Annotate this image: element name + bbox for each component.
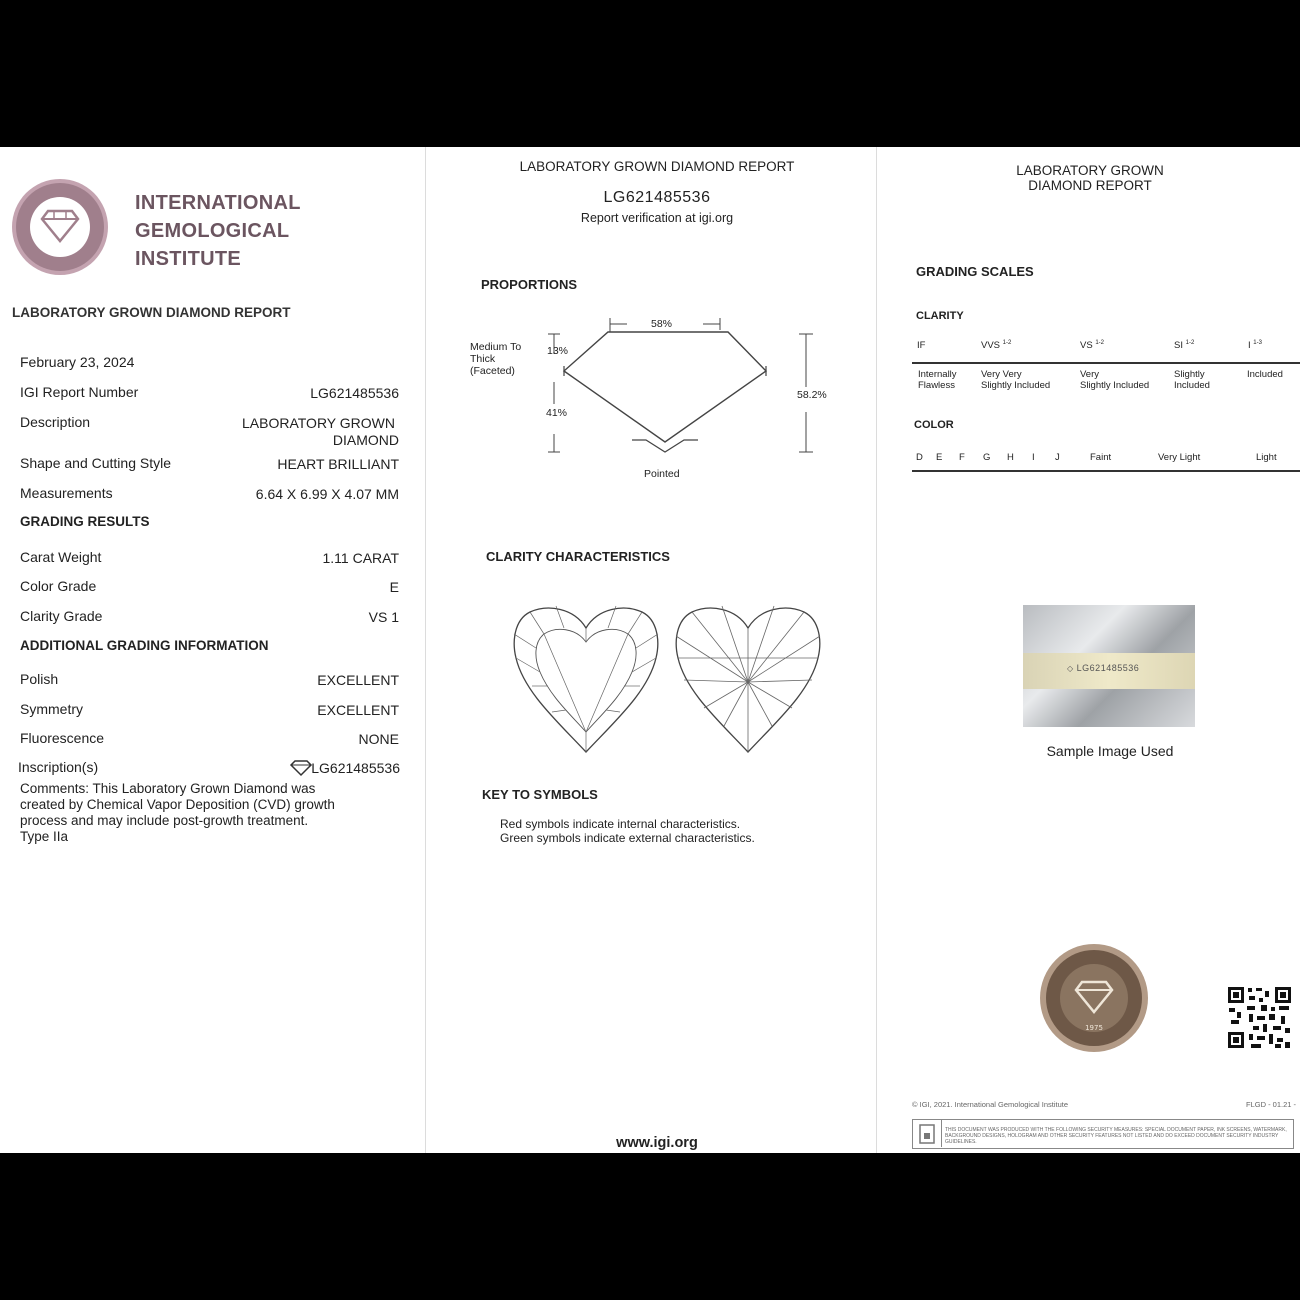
color-scale-heading: COLOR <box>914 419 954 431</box>
grading-value: E <box>389 579 399 595</box>
clarity-desc-line: Very Very <box>981 369 1022 380</box>
color-word: Faint <box>1090 452 1112 463</box>
key-to-symbols-heading: KEY TO SYMBOLS <box>482 787 598 802</box>
detail-label: Measurements <box>20 485 113 501</box>
additional-value: NONE <box>358 731 399 747</box>
right-title-line: LABORATORY GROWN <box>1016 163 1164 178</box>
culet-label: Pointed <box>644 468 680 480</box>
additional-info-heading: ADDITIONAL GRADING INFORMATION <box>20 638 269 653</box>
key-line: Red symbols indicate internal characteristics. <box>500 817 741 831</box>
detail-value: LABORATORY GROWN <box>242 415 395 431</box>
color-letter: E <box>936 452 943 463</box>
proportions-diagram <box>540 312 840 492</box>
security-note: THIS DOCUMENT WAS PRODUCED WITH THE FOLLOWING SECURITY MEASURES: SPECIAL DOCUMENT PAPER, INK SCREENS, WATERMARK, BACKGROUND DESIGNS, HOLOGRAM AND OTHER SECURITY FEATURES NOT LISTED AND DO EXCEED DOCUMENT SECURITY INDUSTRY GUIDELINES. <box>945 1127 1287 1145</box>
clarity-grade <box>917 340 925 351</box>
key-line: Green symbols indicate external characteristics. <box>500 831 755 845</box>
fold-line-right <box>876 147 877 1153</box>
clarity-desc <box>1174 369 1210 391</box>
comments-line: process and may include post-growth treatment. <box>20 813 309 828</box>
grading-results-heading: GRADING RESULTS <box>20 514 150 529</box>
clarity-grade <box>1248 340 1262 351</box>
clarity-desc <box>981 369 1050 391</box>
grading-label: Carat Weight <box>20 549 102 565</box>
verification-note: Report verification at igi.org <box>580 211 734 225</box>
color-letter: G <box>983 452 991 463</box>
clarity-scale-heading: CLARITY <box>916 310 964 322</box>
clarity-grade-sup: 1-2 <box>1095 340 1104 346</box>
form-code: FLGD - 01.21 - <box>1246 1100 1297 1109</box>
clarity-grade-label: VVS <box>981 340 1001 352</box>
additional-label: Polish <box>20 671 59 687</box>
clarity-desc <box>1080 369 1149 391</box>
inscription-label: Inscription(s) <box>18 759 99 775</box>
igi-seal-logo <box>10 177 110 277</box>
color-letter: I <box>1032 452 1035 463</box>
comments-block <box>20 781 335 845</box>
copyright-text: © IGI, 2021. International Gemological Institute <box>912 1100 1069 1109</box>
igi-mini-icon: ◇ <box>1067 664 1074 673</box>
clarity-grade-sup: 1-2 <box>1185 340 1195 346</box>
clarity-desc <box>918 369 957 391</box>
sample-inscription-number: LG621485536 <box>1076 663 1140 673</box>
additional-label: Symmetry <box>20 701 83 717</box>
clarity-grade-label: IF <box>917 340 926 351</box>
sample-caption: Sample Image Used <box>1046 743 1174 759</box>
grading-label: Clarity Grade <box>20 608 103 624</box>
website-link[interactable]: www.igi.org <box>616 1135 698 1151</box>
sample-inscription-text <box>1067 663 1139 673</box>
grading-label: Color Grade <box>20 578 97 594</box>
clarity-grade-sup: 1-2 <box>1002 340 1012 346</box>
color-letter: F <box>959 452 965 463</box>
color-word: Very Light <box>1158 452 1201 463</box>
clarity-grade-label: VS <box>1080 340 1093 352</box>
institute-name <box>135 189 301 273</box>
detail-value: LG621485536 <box>310 385 399 401</box>
clarity-grade-label: SI <box>1174 340 1183 352</box>
additional-label: Fluorescence <box>20 730 105 746</box>
comments-line: Comments: This Laboratory Grown Diamond was <box>20 781 316 796</box>
table-percent: 58% <box>651 318 673 330</box>
grading-value: 1.11 CARAT <box>322 550 399 566</box>
detail-label: Shape and Cutting Style <box>20 455 171 471</box>
clarity-grade <box>981 340 1011 351</box>
clarity-desc-line: Slightly Included <box>981 380 1051 391</box>
qr-code[interactable] <box>1227 986 1293 1050</box>
color-letter: D <box>916 452 923 463</box>
comments-line: Type IIa <box>20 829 69 844</box>
detail-label: Description <box>20 414 91 430</box>
clarity-desc-line: Flawless <box>918 380 955 391</box>
pavilion-percent: 41% <box>546 407 568 419</box>
proportions-heading: PROPORTIONS <box>481 277 578 292</box>
security-box <box>912 1119 1294 1149</box>
clarity-grade-label: I <box>1248 340 1251 352</box>
clarity-desc-line: Internally <box>918 369 957 380</box>
report-sheet <box>0 147 1300 1153</box>
clarity-grade <box>1080 340 1104 351</box>
detail-value: HEART BRILLIANT <box>277 456 399 472</box>
clarity-grade <box>1174 340 1194 351</box>
security-divider <box>941 1120 942 1147</box>
girdle-label <box>470 341 521 377</box>
heart-crown-diagram <box>512 602 660 754</box>
document-lock-icon <box>917 1124 937 1144</box>
key-to-symbols-text <box>500 817 755 845</box>
institute-line-2: GEMOLOGICAL <box>135 220 290 242</box>
clarity-desc-line: Slightly <box>1174 369 1205 380</box>
additional-value: EXCELLENT <box>317 672 399 688</box>
middle-report-title: LABORATORY GROWN DIAMOND REPORT <box>519 159 795 174</box>
seal-year: 1975 <box>1085 1024 1103 1032</box>
clarity-desc-line: Included <box>1247 369 1283 380</box>
color-letter: H <box>1007 452 1014 463</box>
clarity-grade-sup: 1-3 <box>1253 340 1262 346</box>
institute-line-3: INSTITUTE <box>135 248 242 270</box>
middle-report-number: LG621485536 <box>603 189 711 206</box>
clarity-desc-line: Very <box>1080 369 1100 380</box>
clarity-desc <box>1247 369 1283 380</box>
inscription-value: LG621485536 <box>311 760 400 776</box>
detail-value-2: DIAMOND <box>332 432 399 448</box>
color-word: Light <box>1256 452 1277 463</box>
girdle-line: Thick <box>470 353 496 365</box>
heart-pavilion-diagram <box>674 602 822 754</box>
color-letter: J <box>1055 452 1060 463</box>
depth-percent: 58.2% <box>797 389 827 401</box>
fold-line-left <box>425 147 426 1153</box>
girdle-line: (Faceted) <box>470 365 515 377</box>
report-date: February 23, 2024 <box>20 354 135 370</box>
right-report-title <box>880 163 1300 193</box>
right-title-line: DIAMOND REPORT <box>1028 178 1152 193</box>
sample-inscription-image <box>1023 605 1195 727</box>
color-scale-rule <box>912 470 1300 472</box>
additional-value: EXCELLENT <box>317 702 399 718</box>
igi-hologram-seal <box>1038 942 1150 1054</box>
detail-value: 6.64 X 6.99 X 4.07 MM <box>255 486 399 502</box>
crown-percent: 13% <box>547 345 569 357</box>
grading-value: VS 1 <box>368 609 399 625</box>
left-report-title: LABORATORY GROWN DIAMOND REPORT <box>12 305 291 320</box>
clarity-scale-rule <box>912 362 1300 364</box>
girdle-line: Medium To <box>470 341 522 353</box>
detail-label: IGI Report Number <box>20 384 139 400</box>
comments-line: created by Chemical Vapor Deposition (CVD) growth <box>20 797 335 812</box>
clarity-desc-line: Included <box>1174 380 1210 391</box>
clarity-characteristics-heading: CLARITY CHARACTERISTICS <box>486 549 670 564</box>
institute-line-1: INTERNATIONAL <box>135 192 301 214</box>
clarity-desc-line: Slightly Included <box>1080 380 1150 391</box>
grading-scales-heading: GRADING SCALES <box>916 264 1034 279</box>
